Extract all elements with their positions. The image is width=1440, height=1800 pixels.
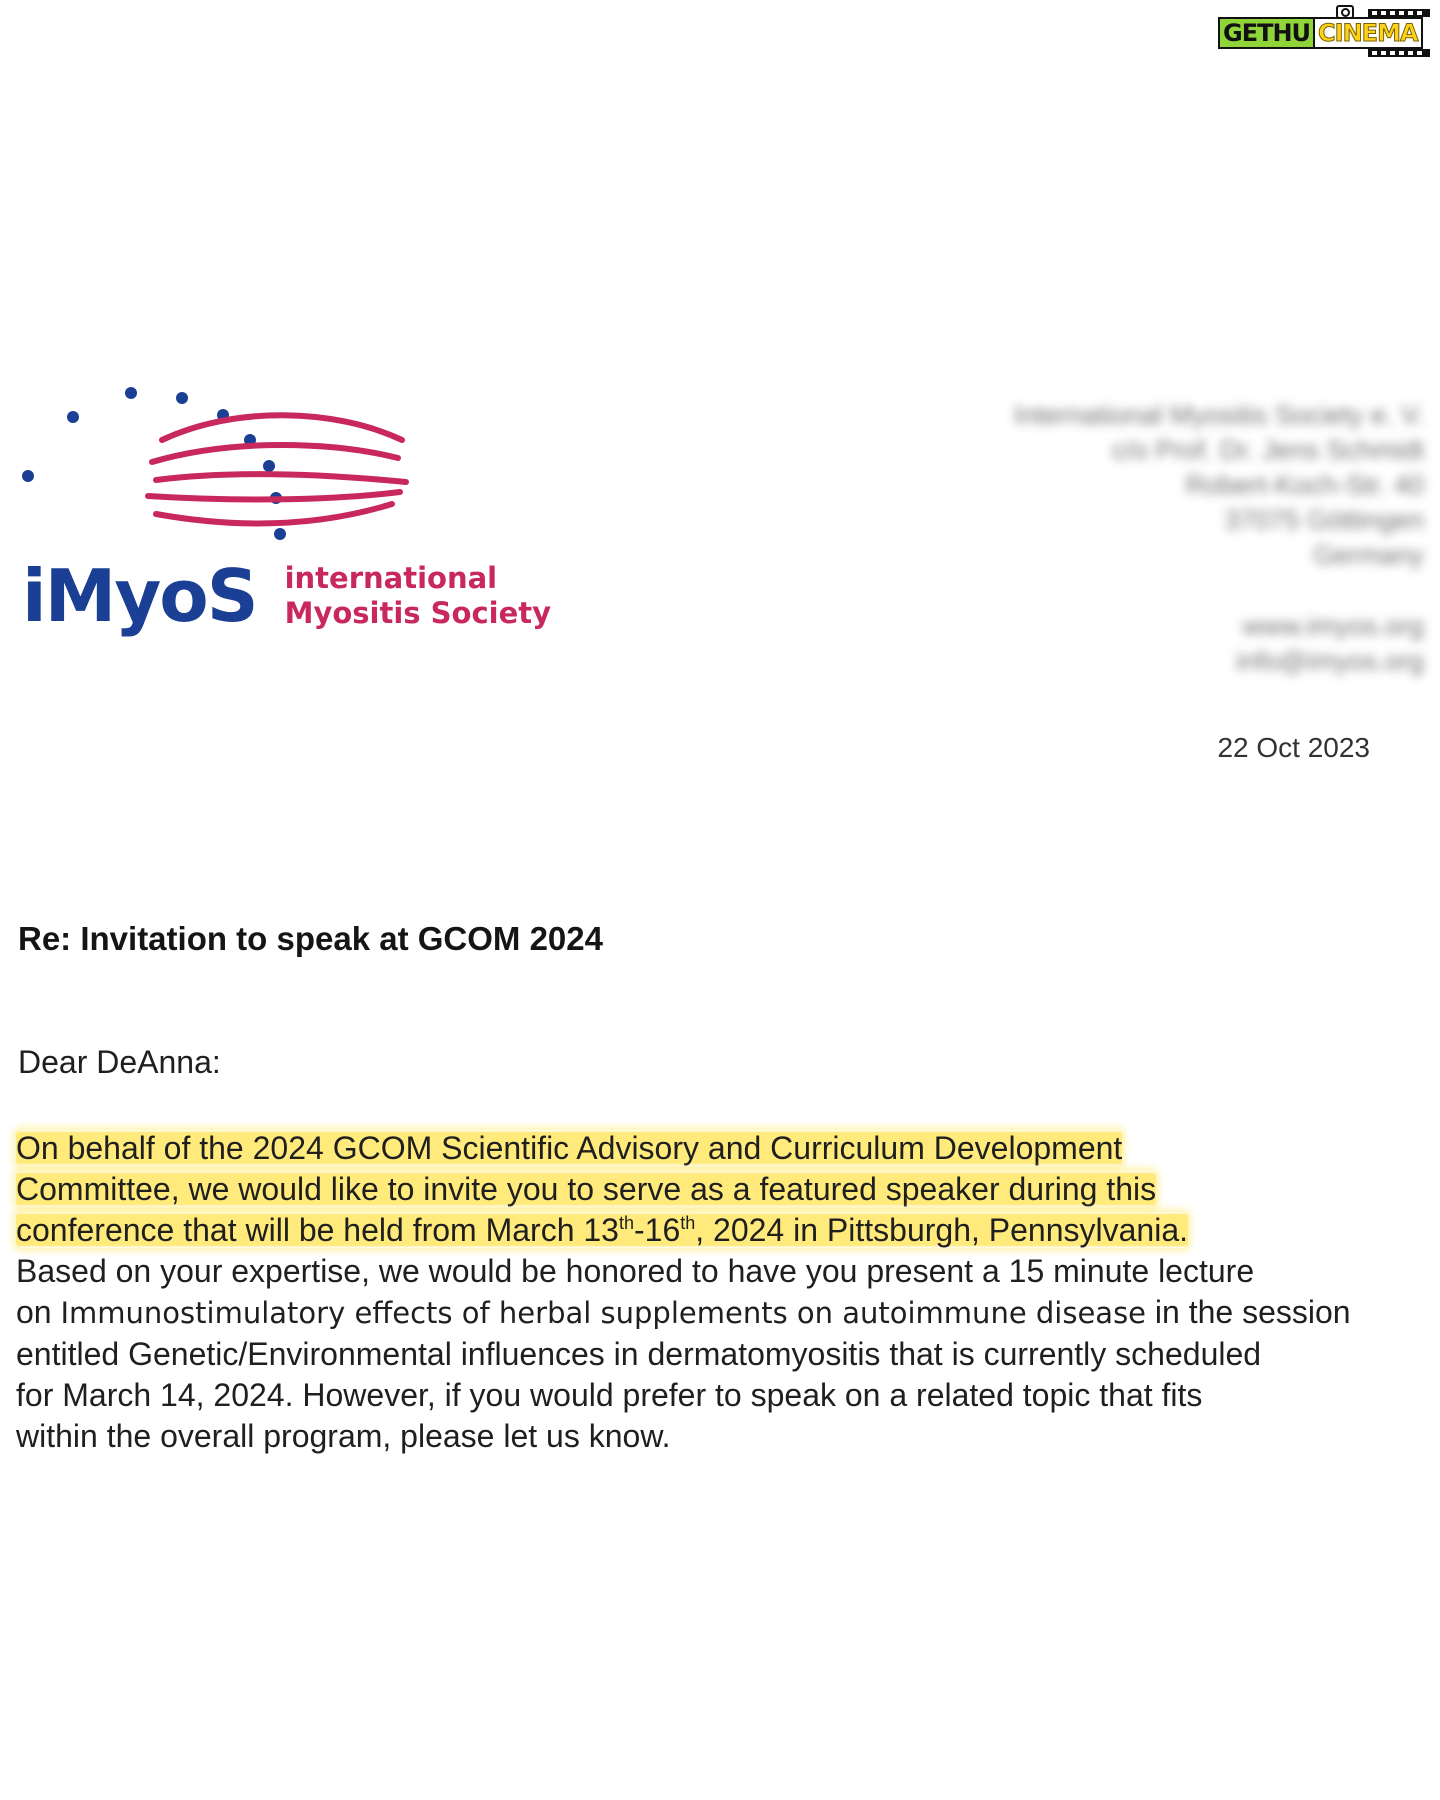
letter-date: 22 Oct 2023 <box>1217 732 1370 763</box>
sender-line: International Myositis Society e. V. <box>1013 400 1424 430</box>
film-strip-icon <box>1368 49 1430 57</box>
body-line <box>16 1169 1432 1210</box>
body-line <box>16 1128 1432 1169</box>
superscript: th <box>618 1213 634 1233</box>
sender-line: Robert-Koch-Str. 40 <box>1185 470 1424 500</box>
text-segment: , 2024 in Pittsburgh, Pennsylvania. <box>695 1212 1188 1248</box>
logo-subtitle-line2: Myositis Society <box>284 596 552 630</box>
letter-salutation: Dear DeAnna: <box>18 1044 221 1080</box>
logo-muscle-fibers <box>148 415 406 523</box>
text-segment: in the session <box>1146 1294 1351 1330</box>
film-strip-icon <box>1368 9 1430 17</box>
letter-subject: Re: Invitation to speak at GCOM 2024 <box>18 920 603 957</box>
sender-line: 37075 Göttingen <box>1224 505 1424 535</box>
text-segment: -16 <box>633 1212 681 1248</box>
logo-subtitle-line1: international <box>284 561 498 595</box>
watermark-text <box>1218 17 1423 49</box>
watermark-part1: GETHU <box>1218 17 1315 49</box>
letter-body <box>16 1128 1432 1457</box>
body-line: within the overall program, please let us know. <box>16 1418 671 1454</box>
text-segment: on <box>16 1294 61 1330</box>
sender-address-blurred <box>1014 398 1424 679</box>
imyos-logo <box>22 554 552 638</box>
imyos-logo-mark-icon <box>14 378 414 548</box>
highlighted-text: On behalf of the 2024 GCOM Scientific Advisory and Curriculum Development <box>16 1130 1123 1166</box>
logo-subtitle <box>285 561 551 631</box>
body-line <box>16 1292 1432 1334</box>
superscript: th <box>680 1213 696 1233</box>
logo-wordmark: iMyoS <box>22 554 257 638</box>
body-line: for March 14, 2024. However, if you would prefer to speak on a related topic that fits <box>16 1377 1203 1413</box>
highlighted-text: Committee, we would like to invite you to serve as a featured speaker during this <box>16 1171 1157 1207</box>
text-segment: conference that will be held from March 13 <box>16 1212 619 1248</box>
sender-line: Germany <box>1312 540 1424 570</box>
highlighted-text <box>16 1212 1188 1248</box>
body-line: entitled Genetic/Environmental influences in dermatomyositis that is currently scheduled <box>16 1336 1262 1372</box>
body-line <box>16 1210 1432 1251</box>
body-line: Based on your expertise, we would be honored to have you present a 15 minute lecture <box>16 1253 1255 1289</box>
watermark-part2: CINEMA <box>1315 17 1422 49</box>
lecture-topic: Immunostimulatory effects of herbal supplements on autoimmune disease <box>60 1296 1147 1330</box>
sender-website: www.imyos.org <box>1242 611 1424 641</box>
sender-line: c/o Prof. Dr. Jens Schmidt <box>1111 435 1424 465</box>
sender-email: info@imyos.org <box>1236 646 1424 676</box>
gethu-cinema-watermark <box>1218 7 1436 57</box>
